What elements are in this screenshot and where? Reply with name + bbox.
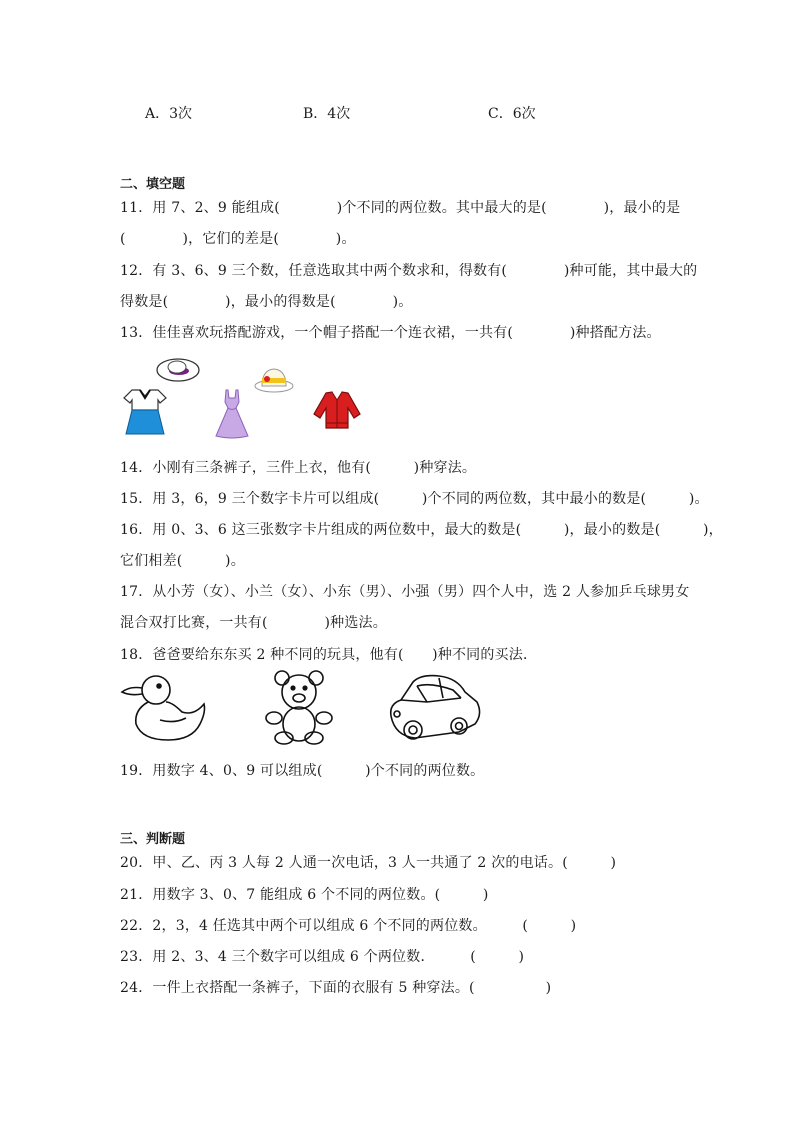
question-11-line2: ( )，它们的差是( )。 — [120, 231, 356, 247]
teddy-bear-icon — [262, 668, 336, 746]
section-title-judge: 三、判断题 — [120, 832, 186, 847]
red-jacket-icon — [312, 390, 362, 432]
hat-yellow-icon — [253, 364, 295, 394]
toy-car-icon — [387, 672, 483, 746]
question-15: 15．用 3，6，9 三个数字卡片可以组成( )个不同的两位数，其中最小的数是( )。 — [120, 491, 709, 507]
option-b: B．4次 — [303, 106, 351, 122]
purple-dress-icon — [212, 388, 252, 440]
duck-icon — [120, 672, 210, 744]
question-18: 18．爸爸要给东东买 2 种不同的玩具，他有( )种不同的买法． — [120, 647, 538, 663]
option-a: A．3次 — [145, 106, 193, 122]
section-title-fill: 二、填空题 — [120, 177, 186, 192]
question-20: 20．甲、乙、丙 3 人每 2 人通一次电话，3 人一共通了 2 次的电话。( ) — [120, 855, 617, 871]
question-13: 13．佳佳喜欢玩搭配游戏，一个帽子搭配一个连衣裙，一共有( )种搭配方法。 — [120, 325, 661, 341]
option-c: C．6次 — [488, 106, 536, 122]
question-17-line1: 17．从小芳（女）、小兰（女）、小东（男）、小强（男）四个人中，选 2 人参加乒乓球男女 — [120, 584, 690, 600]
question-11-line1: 11．用 7、2、9 能组成( )个不同的两位数。其中最大的是( )，最小的是 — [120, 200, 681, 216]
question-14: 14．小刚有三条裤子，三件上衣，他有( )种穿法。 — [120, 460, 477, 476]
question-24: 24．一件上衣搭配一条裤子，下面的衣服有 5 种穿法。( ) — [120, 980, 552, 996]
question-17-line2: 混合双打比赛，一共有( )种选法。 — [120, 615, 387, 631]
question-12-line1: 12．有 3、6、9 三个数，任意选取其中两个数求和，得数有( )种可能，其中最大的 — [120, 263, 698, 279]
question-16-line2: 它们相差( )。 — [120, 553, 245, 569]
question-22: 22．2，3，4 任选其中两个可以组成 6 个不同的两位数。 ( ) — [120, 918, 577, 934]
hat-purple-icon — [155, 356, 201, 384]
question-21: 21．用数字 3、0、7 能组成 6 个不同的两位数。( ) — [120, 887, 489, 903]
tshirt-skirt-icon — [122, 388, 168, 438]
question-16-line1: 16．用 0、3、6 这三张数字卡片组成的两位数中，最大的数是( )，最小的数是( )， — [120, 522, 723, 538]
question-23: 23．用 2、3、4 三个数字可以组成 6 个两位数． ( ) — [120, 949, 525, 965]
question-12-line2: 得数是( )，最小的得数是( )。 — [120, 294, 413, 310]
question-19: 19．用数字 4、0、9 可以组成( )个不同的两位数。 — [120, 763, 485, 779]
